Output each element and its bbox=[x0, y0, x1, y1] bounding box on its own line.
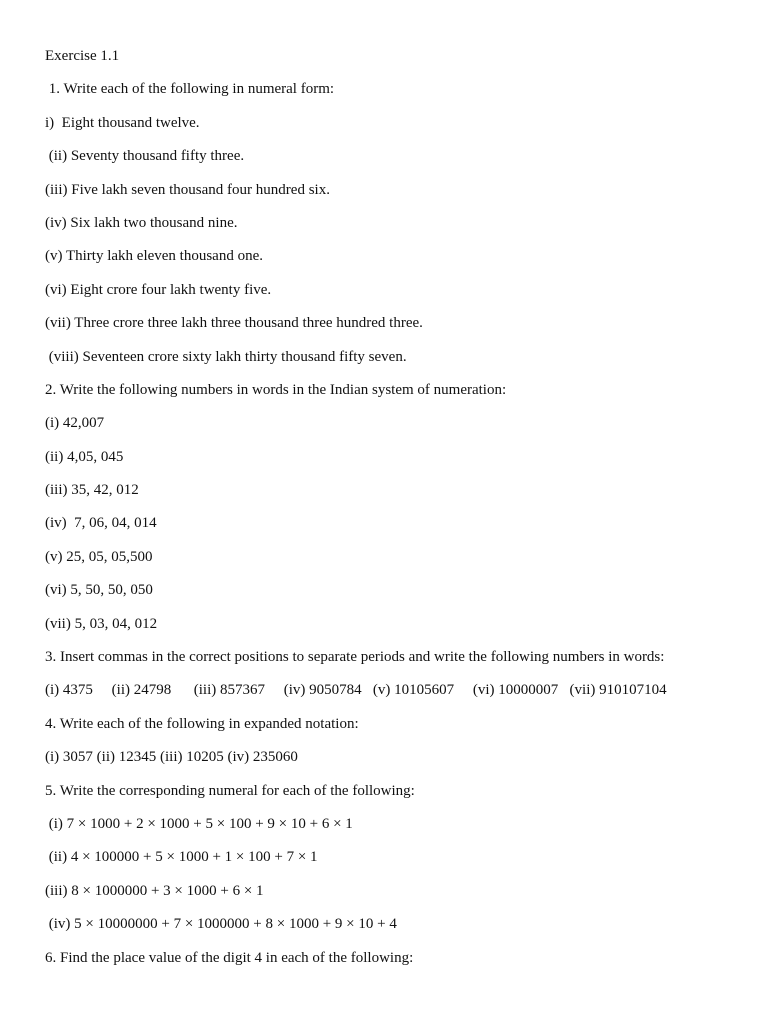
q1-item-i: i) Eight thousand twelve. bbox=[45, 114, 200, 131]
q2-item-ii: (ii) 4,05, 045 bbox=[45, 448, 124, 465]
q2-item-vi: (vi) 5, 50, 50, 050 bbox=[45, 582, 153, 599]
q2-item-iv: (iv) 7, 06, 04, 014 bbox=[45, 515, 157, 532]
q1-item-v: (v) Thirty lakh eleven thousand one. bbox=[45, 248, 263, 265]
q2-item-v: (v) 25, 05, 05,500 bbox=[45, 548, 153, 565]
document-page bbox=[45, 46, 735, 981]
q1-item-iii: (iii) Five lakh seven thousand four hundred six. bbox=[45, 181, 330, 198]
q5-item-iii: (iii) 8 × 1000000 + 3 × 1000 + 6 × 1 bbox=[45, 882, 264, 899]
exercise-title: Exercise 1.1 bbox=[45, 48, 120, 64]
question-5-heading: 5. Write the corresponding numeral for each of the following: bbox=[45, 782, 415, 799]
question-6-heading: 6. Find the place value of the digit 4 in each of the following: bbox=[45, 949, 414, 966]
question-2-heading: 2. Write the following numbers in words in the Indian system of numeration: bbox=[45, 381, 507, 398]
question-1-heading: 1. Write each of the following in numeral form: bbox=[45, 81, 335, 98]
q2-item-vii: (vii) 5, 03, 04, 012 bbox=[45, 615, 158, 632]
q2-item-iii: (iii) 35, 42, 012 bbox=[45, 482, 139, 499]
q1-item-vii: (vii) Three crore three lakh three thousand three hundred three. bbox=[45, 315, 423, 332]
q5-item-ii: (ii) 4 × 100000 + 5 × 1000 + 1 × 100 + 7 × 1 bbox=[45, 849, 318, 866]
q5-item-iv: (iv) 5 × 10000000 + 7 × 1000000 + 8 × 1000 + 9 × 10 + 4 bbox=[45, 916, 397, 933]
q2-item-i: (i) 42,007 bbox=[45, 415, 105, 432]
q4-items: (i) 3057 (ii) 12345 (iii) 10205 (iv) 235060 bbox=[45, 749, 298, 766]
q1-item-viii: (viii) Seventeen crore sixty lakh thirty thousand fifty seven. bbox=[45, 348, 407, 365]
q1-item-ii: (ii) Seventy thousand fifty three. bbox=[45, 148, 245, 165]
q3-items: (i) 4375 (ii) 24798 (iii) 857367 (iv) 9050784 (v) 10105607 (vi) 10000007 (vii) 910107104 bbox=[45, 682, 667, 699]
q5-item-i: (i) 7 × 1000 + 2 × 1000 + 5 × 100 + 9 × 10 + 6 × 1 bbox=[45, 815, 353, 832]
q1-item-vi: (vi) Eight crore four lakh twenty five. bbox=[45, 281, 272, 298]
question-3-heading: 3. Insert commas in the correct positions to separate periods and write the following numbers in words: bbox=[45, 649, 665, 666]
q1-item-iv: (iv) Six lakh two thousand nine. bbox=[45, 214, 238, 231]
question-4-heading: 4. Write each of the following in expanded notation: bbox=[45, 715, 359, 732]
